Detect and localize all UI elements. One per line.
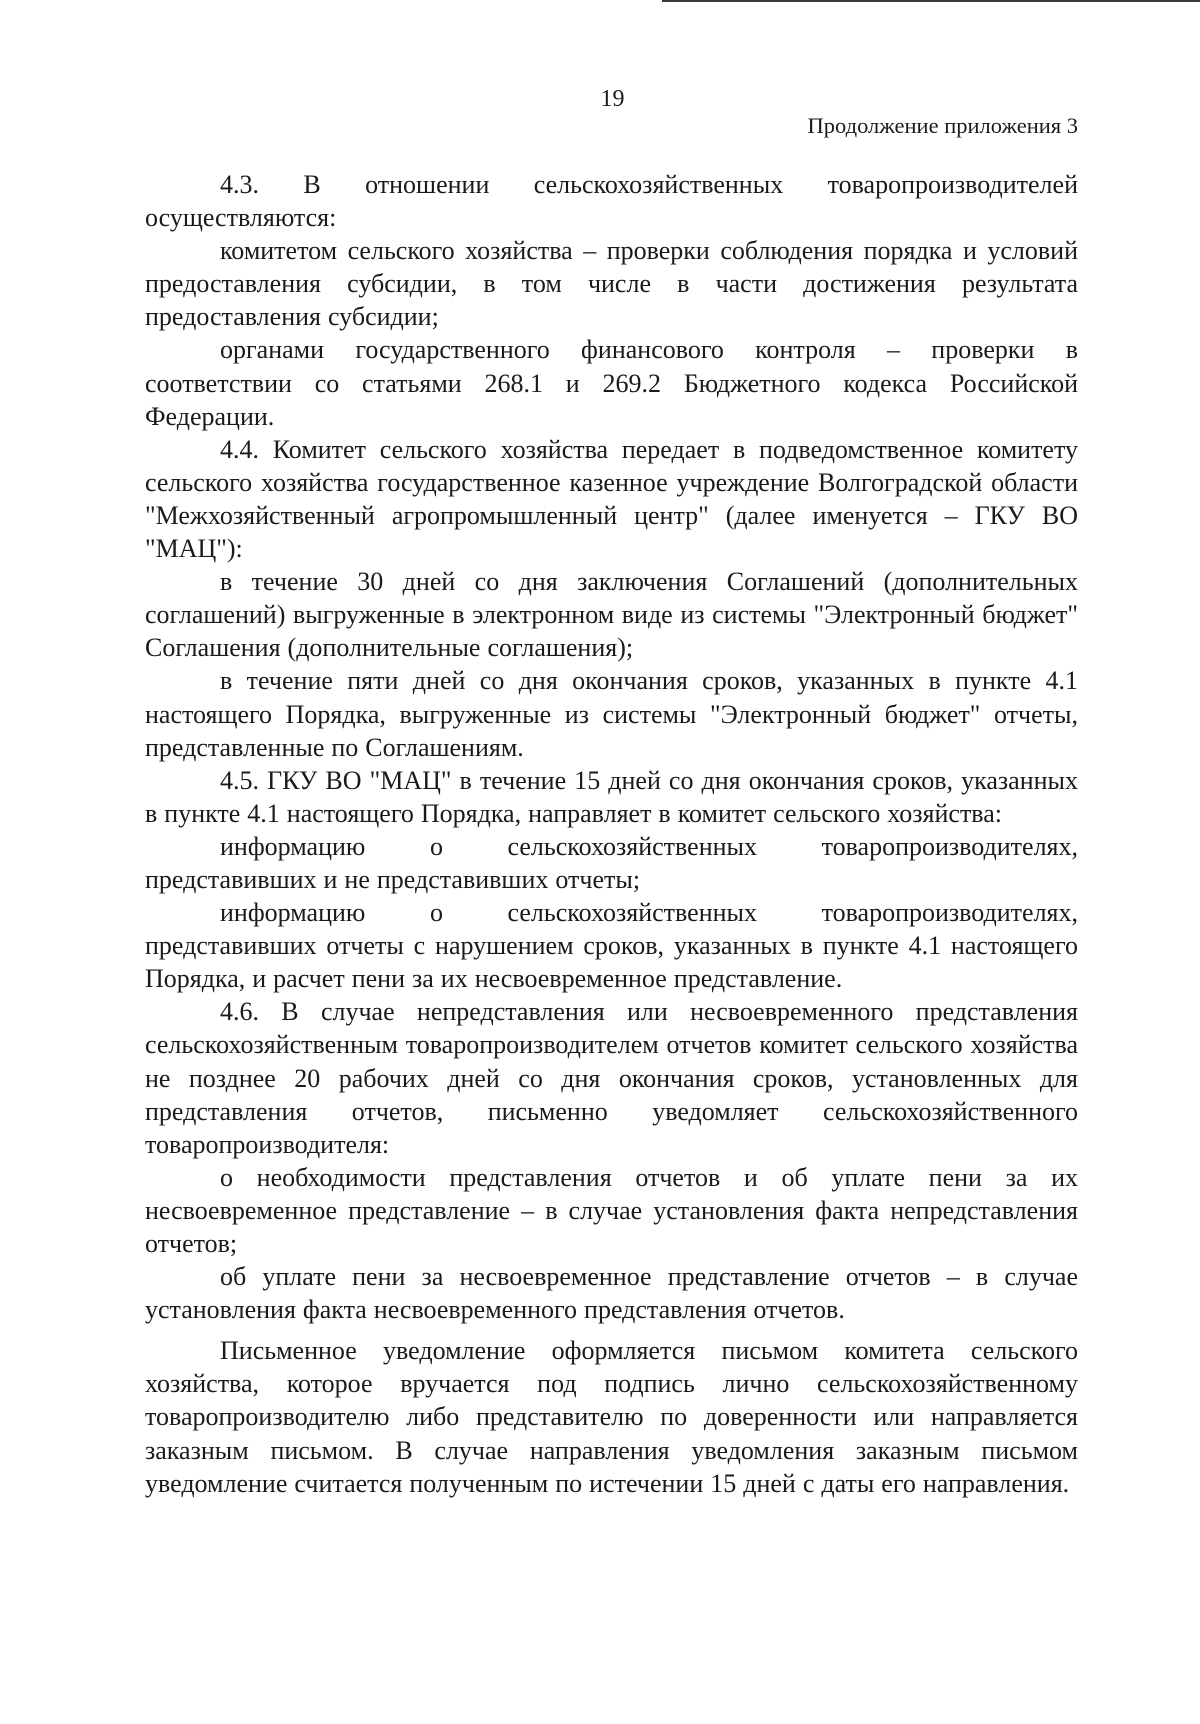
- paragraph-4-4: 4.4. Комитет сельского хозяйства передает в подведомственное комитету сельского хозяйства государственное казенное учреждение Волгоградской области "Межхозяйственный агропромышленный центр" (далее именуется – ГКУ ВО "МАЦ"):: [145, 434, 1078, 564]
- paragraph-4-6: 4.6. В случае непредставления или несвоевременного представления сельскохозяйственным товаропроизводителем отчетов комитет сельского хозяйства не позднее 20 рабочих дней со дня окончания сроков, установленных для представления отчетов, письменно уведомляет сельскохозяйственного товаропроизводителя:: [145, 997, 1078, 1159]
- document-body: [145, 168, 1078, 1500]
- paragraph-4-3-financial-control: органами государственного финансового контроля – проверки в соответствии со статьями 268.1 и 269.2 Бюджетного кодекса Российской Федерации.: [145, 335, 1078, 431]
- paragraph-4-6-late-submission: об уплате пени за несвоевременное представление отчетов – в случае установления факта несвоевременного представления отчетов.: [145, 1262, 1078, 1325]
- paragraph-4-5: 4.5. ГКУ ВО "МАЦ" в течение 15 дней со дня окончания сроков, указанных в пункте 4.1 настоящего Порядка, направляет в комитет сельского хозяйства:: [145, 765, 1078, 828]
- paragraph-written-notice: Письменное уведомление оформляется письмом комитета сельского хозяйства, которое вручается под подпись лично сельскохозяйственному товаропроизводителю либо представителю по доверенности или направляется заказным письмом. В случае направления уведомления заказным письмом уведомление считается полученным по истечении 15 дней с даты его направления.: [145, 1336, 1078, 1498]
- paragraph-4-3: 4.3. В отношении сельскохозяйственных товаропроизводителей осуществляются:: [145, 170, 1078, 233]
- page-number: 19: [600, 86, 625, 112]
- paragraph-4-6-non-submission: о необходимости представления отчетов и об уплате пени за их несвоевременное представление – в случае установления факта непредставления отчетов;: [145, 1162, 1078, 1258]
- paragraph-4-4-agreements: в течение 30 дней со дня заключения Соглашений (дополнительных соглашений) выгруженные в электронном виде из системы "Электронный бюджет" Соглашения (дополнительные соглашения);: [145, 567, 1078, 663]
- scan-edge-line: [662, 0, 1200, 2]
- paragraph-4-5-info-submitted: информацию о сельскохозяйственных товаропроизводителях, представивших и не представивших отчеты;: [145, 831, 1078, 894]
- paragraph-4-4-reports: в течение пяти дней со дня окончания сроков, указанных в пункте 4.1 настоящего Порядка, выгруженные из системы "Электронный бюджет" отчеты, представленные по Соглашениям.: [145, 666, 1078, 762]
- paragraph-4-3-committee-checks: комитетом сельского хозяйства – проверки соблюдения порядка и условий предоставления субсидии, в том числе в части достижения результата предоставления субсидии;: [145, 236, 1078, 332]
- paragraph-4-5-info-late: информацию о сельскохозяйственных товаропроизводителях, представивших отчеты с нарушением сроков, указанных в пункте 4.1 настоящего Порядка, и расчет пени за их несвоевременное представление.: [145, 898, 1078, 994]
- appendix-continuation-label: Продолжение приложения 3: [807, 113, 1078, 138]
